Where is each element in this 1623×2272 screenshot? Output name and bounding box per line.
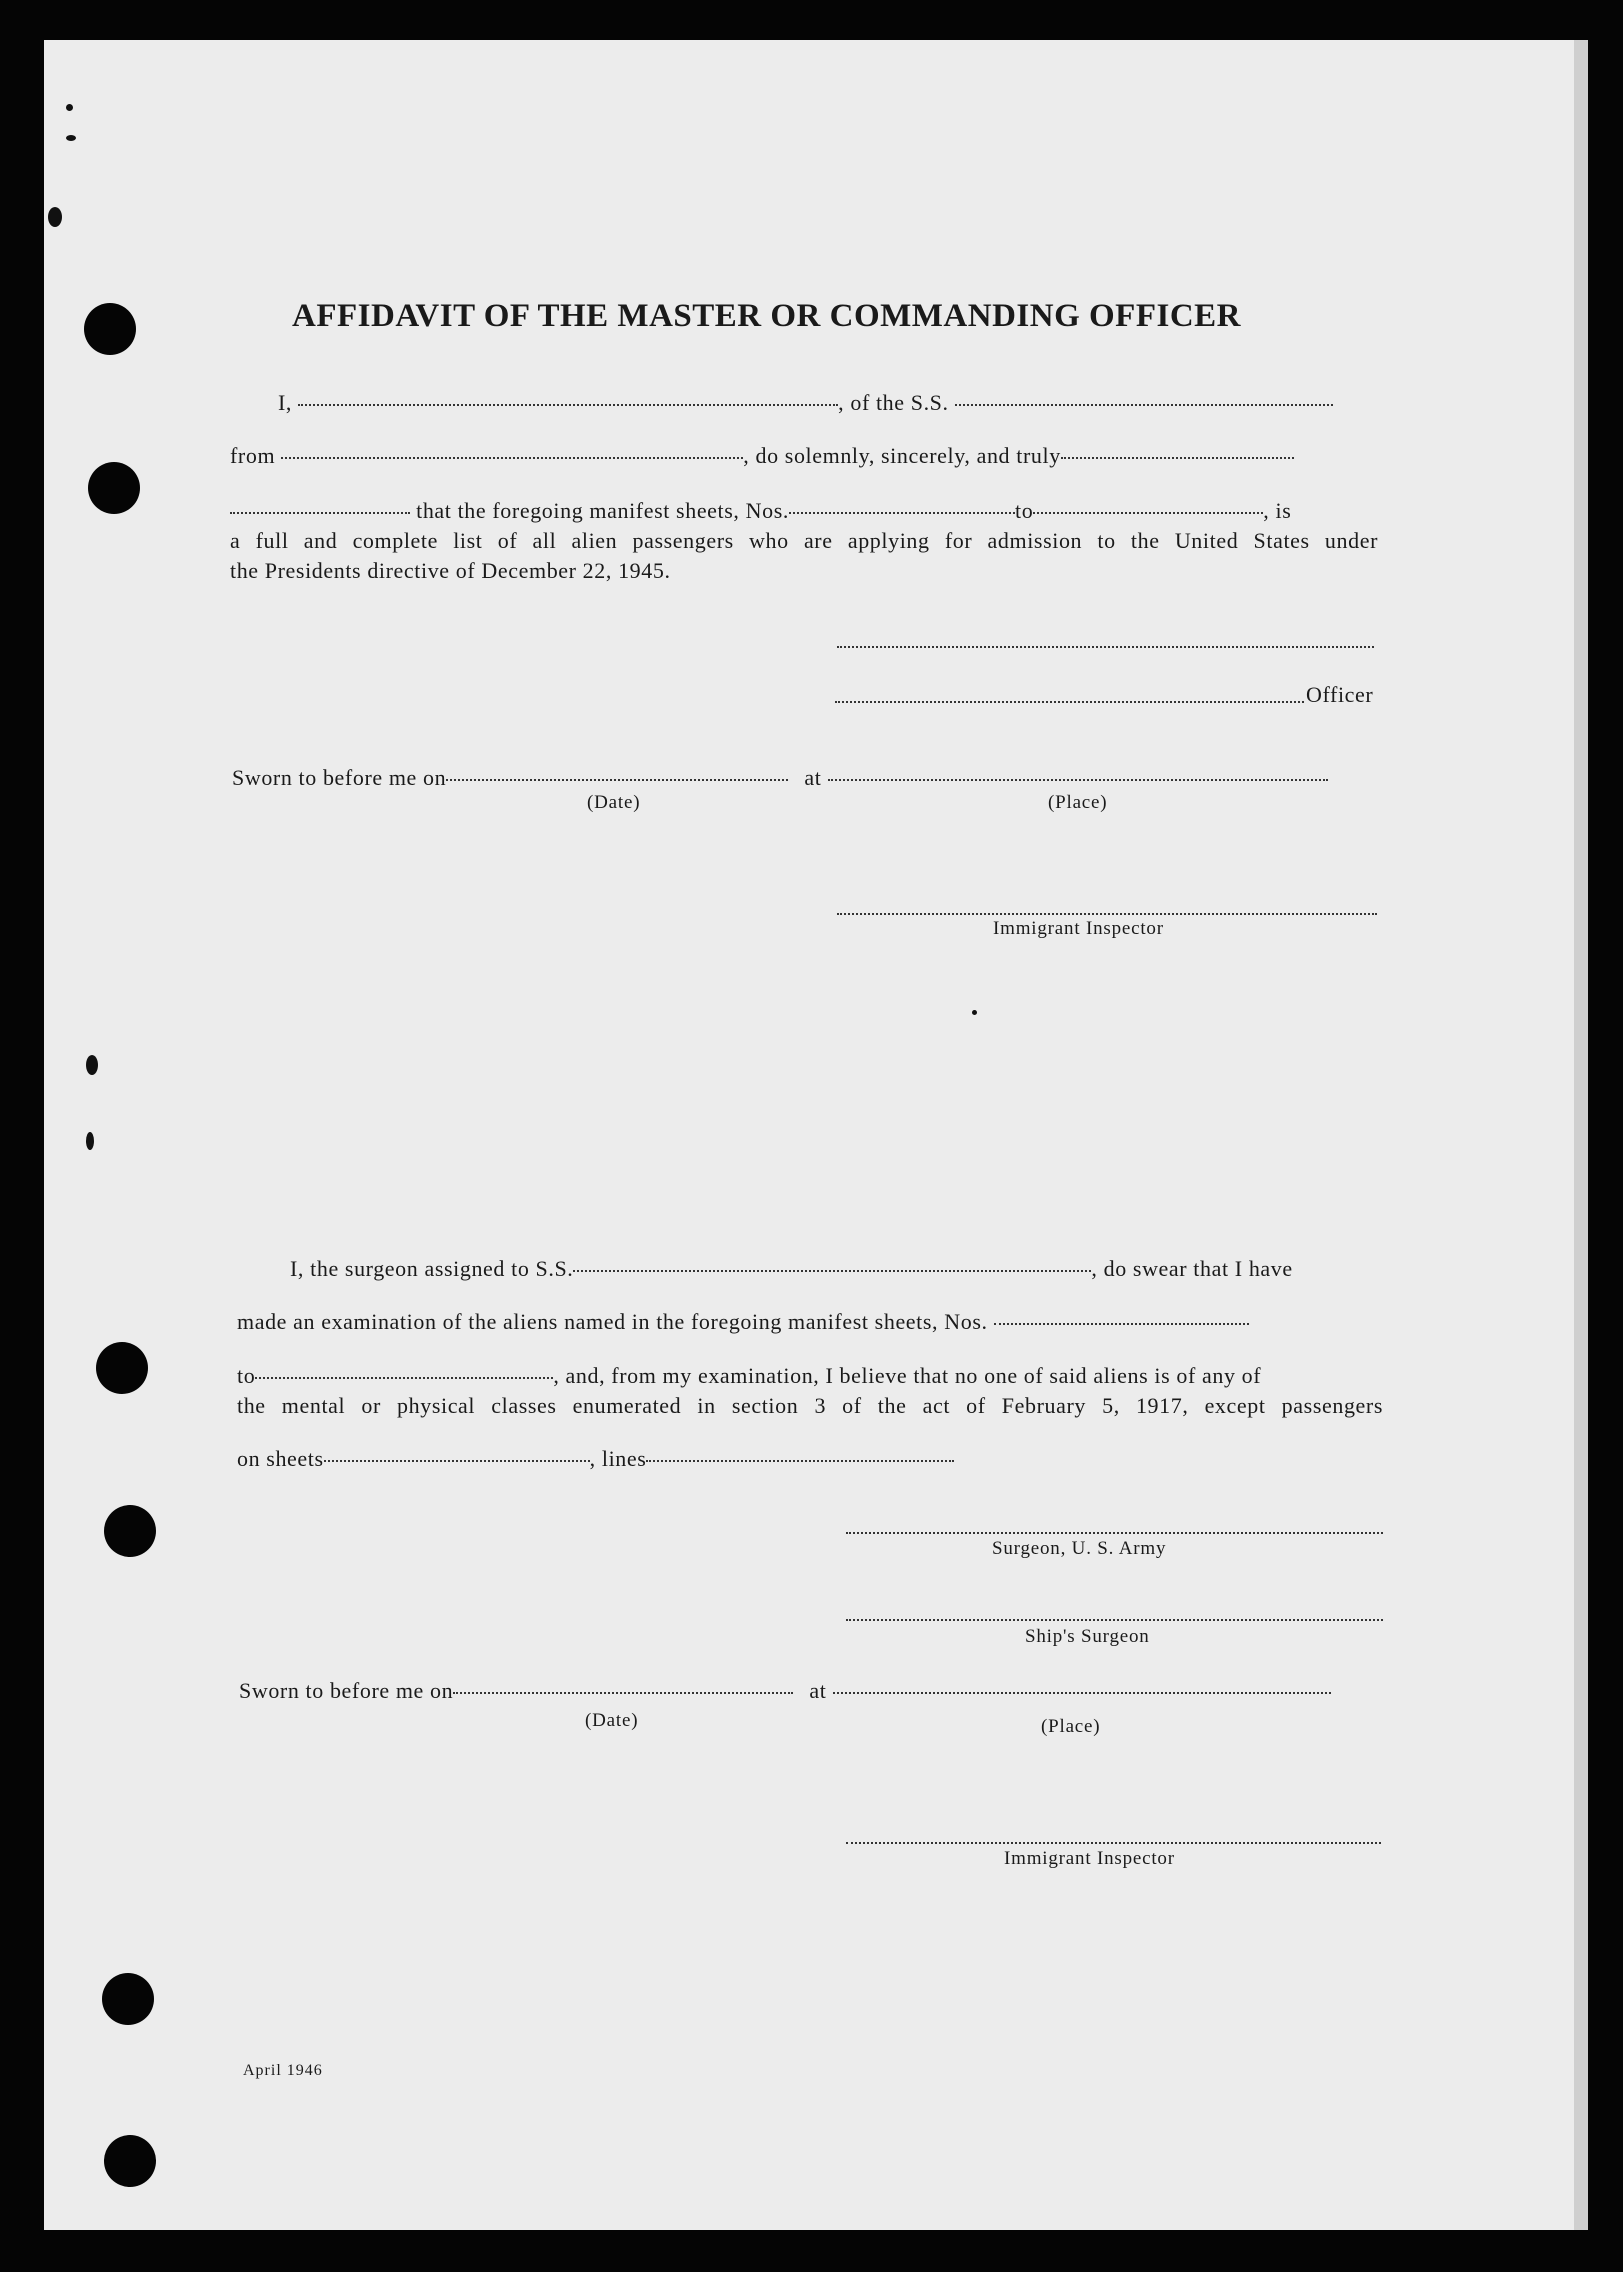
sheets-field[interactable] bbox=[324, 1460, 590, 1462]
surgeon-line-4: the mental or physical classes enumerated in section 3 of the act of February 5, 1917, except passengers bbox=[237, 1393, 1383, 1418]
line-text: Sworn to before me on bbox=[239, 1678, 454, 1703]
line-text: to bbox=[237, 1363, 256, 1388]
page-edge bbox=[1574, 40, 1588, 2230]
oath-field-continued[interactable] bbox=[230, 512, 410, 514]
line-text: I, bbox=[278, 390, 293, 415]
surgeon-inspector-caption: Immigrant Inspector bbox=[1004, 1848, 1175, 1869]
binder-hole bbox=[84, 303, 136, 355]
line-text: that the foregoing manifest sheets, Nos. bbox=[416, 498, 789, 523]
scan-speck bbox=[48, 207, 62, 227]
surgeon-sworn-line bbox=[239, 1678, 1331, 1704]
form-title: AFFIDAVIT OF THE MASTER OR COMMANDING OFFICER bbox=[292, 298, 1241, 334]
document-page bbox=[44, 40, 1580, 2230]
master-line-3 bbox=[230, 498, 1291, 524]
surgeon-place-caption: (Place) bbox=[1041, 1716, 1101, 1737]
surgeon-inspector-signature-line[interactable] bbox=[846, 1842, 1381, 1844]
surgeon-line-5 bbox=[237, 1446, 954, 1472]
binder-hole bbox=[104, 2135, 156, 2187]
surgeon-sworn-place-field[interactable] bbox=[833, 1692, 1331, 1694]
line-text: , lines bbox=[589, 1446, 647, 1471]
surgeon-sheet-to-field[interactable] bbox=[255, 1377, 553, 1379]
ship-name-field[interactable] bbox=[955, 404, 1333, 406]
surgeon-sworn-date-field[interactable] bbox=[453, 1692, 793, 1694]
sworn-place-field[interactable] bbox=[828, 779, 1328, 781]
line-text: , is bbox=[1263, 498, 1292, 523]
binder-hole bbox=[104, 1505, 156, 1557]
master-line-2 bbox=[230, 443, 1294, 469]
line-text: made an examination of the aliens named in the foregoing manifest sheets, Nos. bbox=[237, 1309, 988, 1334]
form-revision-date: April 1946 bbox=[243, 2062, 323, 2079]
master-sworn-line bbox=[232, 765, 1328, 791]
lines-field[interactable] bbox=[646, 1460, 954, 1462]
officer-signature-line[interactable] bbox=[835, 701, 1304, 703]
inspector-caption: Immigrant Inspector bbox=[993, 918, 1164, 939]
date-caption: (Date) bbox=[587, 792, 641, 813]
from-port-field[interactable] bbox=[281, 457, 743, 459]
army-surgeon-caption: Surgeon, U. S. Army bbox=[992, 1538, 1167, 1559]
line-text: , of the S.S. bbox=[838, 390, 949, 415]
oath-field[interactable] bbox=[1061, 457, 1294, 459]
surgeon-ship-field[interactable] bbox=[573, 1270, 1091, 1272]
line-text: Sworn to before me on bbox=[232, 765, 447, 790]
name-field[interactable] bbox=[298, 404, 838, 406]
scan-speck bbox=[66, 104, 73, 111]
surgeon-sheet-from-field[interactable] bbox=[994, 1323, 1249, 1325]
surgeon-line-1 bbox=[290, 1256, 1293, 1282]
line-text: from bbox=[230, 443, 276, 468]
master-signature-line[interactable] bbox=[837, 646, 1374, 648]
officer-label: Officer bbox=[1306, 682, 1374, 707]
line-text: at bbox=[804, 765, 822, 790]
line-text: , and, from my examination, I believe that no one of said aliens is of any of bbox=[553, 1363, 1262, 1388]
line-text: I, the surgeon assigned to S.S. bbox=[290, 1256, 574, 1281]
ship-surgeon-signature-line[interactable] bbox=[846, 1619, 1383, 1621]
scan-speck bbox=[86, 1055, 98, 1075]
binder-hole bbox=[102, 1973, 154, 2025]
surgeon-date-caption: (Date) bbox=[585, 1710, 639, 1731]
sheet-to-field[interactable] bbox=[1033, 512, 1263, 514]
sworn-date-field[interactable] bbox=[446, 779, 788, 781]
line-text: at bbox=[809, 1678, 827, 1703]
binder-hole bbox=[96, 1342, 148, 1394]
inspector-signature-line[interactable] bbox=[837, 913, 1377, 915]
master-line-1 bbox=[278, 390, 1333, 416]
sheet-from-field[interactable] bbox=[789, 512, 1015, 514]
place-caption: (Place) bbox=[1048, 792, 1108, 813]
scan-speck bbox=[66, 135, 76, 141]
line-text: on sheets bbox=[237, 1446, 324, 1471]
master-line-5: the Presidents directive of December 22, 1945. bbox=[230, 558, 671, 583]
ship-surgeon-caption: Ship's Surgeon bbox=[1025, 1626, 1150, 1647]
master-line-4: a full and complete list of all alien passengers who are applying for admission to the United States under bbox=[230, 528, 1378, 553]
binder-hole bbox=[88, 462, 140, 514]
line-text: , do solemnly, sincerely, and truly bbox=[743, 443, 1061, 468]
surgeon-line-3 bbox=[237, 1363, 1261, 1389]
army-surgeon-signature-line[interactable] bbox=[846, 1532, 1383, 1534]
scan-speck bbox=[86, 1132, 94, 1150]
scan-speck bbox=[972, 1010, 977, 1015]
line-text: to bbox=[1014, 498, 1034, 523]
line-text: , do swear that I have bbox=[1091, 1256, 1293, 1281]
surgeon-line-2 bbox=[237, 1309, 1249, 1335]
